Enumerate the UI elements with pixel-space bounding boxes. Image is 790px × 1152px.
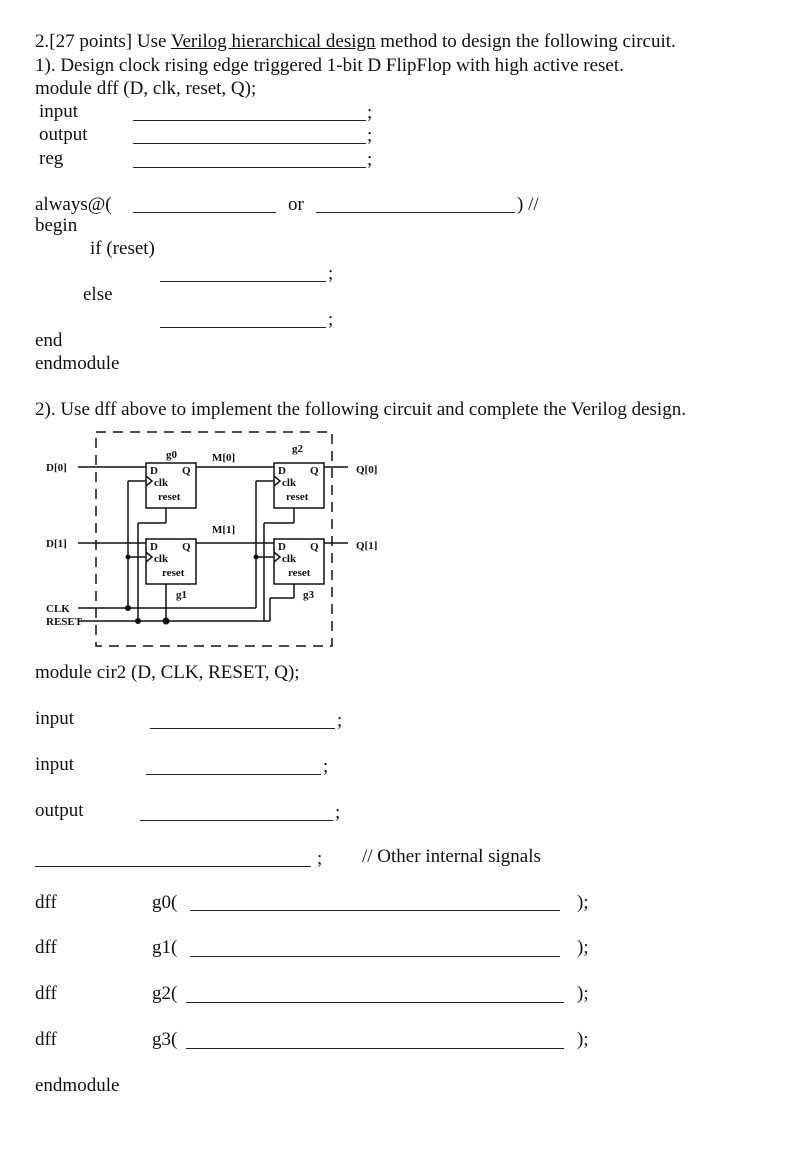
- semicolon: ;: [323, 756, 329, 777]
- endmodule-keyword: endmodule: [35, 353, 120, 374]
- output-label-q1: Q[1]: [356, 540, 378, 552]
- instance-g0: g0(: [152, 892, 178, 913]
- input-label-d1: D[1]: [46, 538, 67, 550]
- output-label-q0: Q[0]: [356, 464, 378, 476]
- junction-dot: [135, 618, 141, 624]
- dff-keyword: dff: [35, 983, 57, 1004]
- gate-label-g2: g2: [292, 443, 303, 455]
- pin-q: Q: [310, 465, 319, 477]
- intro-text-a: Use: [136, 31, 171, 52]
- part1-output-keyword: output: [39, 124, 88, 145]
- part2-endmodule: endmodule: [35, 1075, 120, 1096]
- pin-clk: clk: [282, 553, 297, 565]
- semicolon: ;: [335, 802, 341, 823]
- clock-marker-g2: [274, 476, 280, 486]
- part2-input-blank-2[interactable]: [146, 774, 321, 775]
- part2-input-keyword-2: input: [35, 754, 75, 775]
- input-label-clk: CLK: [46, 603, 70, 615]
- pin-d: D: [150, 465, 158, 477]
- instance-g3-blank[interactable]: [186, 1048, 564, 1049]
- pin-d: D: [278, 541, 286, 553]
- always-open: always@(: [35, 194, 112, 215]
- semicolon: ;: [367, 149, 373, 170]
- gate-label-g3: g3: [303, 589, 314, 601]
- part2-heading: 2). Use dff above to implement the following circuit and complete the Verilog design.: [35, 399, 686, 420]
- junction-dot: [125, 605, 131, 611]
- instance-g2-blank[interactable]: [186, 1002, 564, 1003]
- part2-module-line: module cir2 (D, CLK, RESET, Q);: [35, 662, 300, 683]
- else-keyword: else: [83, 284, 113, 305]
- clock-marker-g3: [274, 552, 280, 562]
- part1-reg-keyword: reg: [39, 148, 64, 169]
- pin-q: Q: [182, 465, 191, 477]
- pin-reset: reset: [162, 567, 185, 579]
- instance-g2: g2(: [152, 983, 178, 1004]
- dff-keyword: dff: [35, 1029, 57, 1050]
- gate-label-g1: g1: [176, 589, 187, 601]
- part2-input-blank-1[interactable]: [150, 728, 335, 729]
- part2-output-blank[interactable]: [140, 820, 333, 821]
- instance-g1: g1(: [152, 937, 178, 958]
- if-reset-line: if (reset): [90, 238, 155, 259]
- semicolon: ;: [317, 848, 323, 869]
- pin-q: Q: [182, 541, 191, 553]
- question-points: [27 points]: [49, 31, 133, 52]
- intro-text-b: method to design the following circuit.: [375, 31, 676, 52]
- dff-keyword: dff: [35, 937, 57, 958]
- pin-d: D: [150, 541, 158, 553]
- semicolon: ;: [337, 710, 343, 731]
- gate-label-g0: g0: [166, 449, 177, 461]
- input-label-reset: RESET: [46, 616, 83, 628]
- clock-marker-g1: [146, 552, 152, 562]
- question-number: 2.: [35, 31, 50, 52]
- junction-dot: [254, 555, 259, 560]
- part1-input-keyword: input: [39, 101, 79, 122]
- input-label-d0: D[0]: [46, 462, 67, 474]
- always-close: ) //: [517, 194, 539, 215]
- part1-module-line: module dff (D, clk, reset, Q);: [35, 78, 257, 99]
- part1-heading: 1). Design clock rising edge triggered 1-bit D FlipFlop with high active reset.: [35, 55, 624, 76]
- instance-g1-blank[interactable]: [190, 956, 560, 957]
- instance-close: );: [577, 1029, 589, 1050]
- wire-label-m0: M[0]: [212, 452, 236, 464]
- internal-signals-blank[interactable]: [35, 866, 311, 867]
- pin-reset: reset: [158, 491, 181, 503]
- instance-close: );: [577, 937, 589, 958]
- always-or: or: [288, 194, 304, 215]
- pin-reset: reset: [288, 567, 311, 579]
- begin-keyword: begin: [35, 215, 78, 236]
- clock-marker-g0: [146, 476, 152, 486]
- internal-signals-comment: // Other internal signals: [362, 846, 541, 867]
- pin-clk: clk: [282, 477, 297, 489]
- end-keyword: end: [35, 330, 63, 351]
- semicolon: ;: [328, 309, 334, 330]
- instance-close: );: [577, 983, 589, 1004]
- verilog-hierarchical-design-term: Verilog hierarchical design: [170, 31, 376, 52]
- part2-input-keyword-1: input: [35, 708, 75, 729]
- pin-reset: reset: [286, 491, 309, 503]
- semicolon: ;: [328, 263, 334, 284]
- instance-close: );: [577, 892, 589, 913]
- semicolon: ;: [367, 125, 373, 146]
- pin-q: Q: [310, 541, 319, 553]
- instance-g0-blank[interactable]: [190, 910, 560, 911]
- wire-label-m1: M[1]: [212, 524, 236, 536]
- dff-keyword: dff: [35, 892, 57, 913]
- part2-output-keyword: output: [35, 800, 84, 821]
- pin-d: D: [278, 465, 286, 477]
- semicolon: ;: [367, 102, 373, 123]
- instance-g3: g3(: [152, 1029, 178, 1050]
- pin-clk: clk: [154, 553, 169, 565]
- junction-dot: [126, 555, 131, 560]
- pin-clk: clk: [154, 477, 169, 489]
- junction-dot: [163, 618, 170, 625]
